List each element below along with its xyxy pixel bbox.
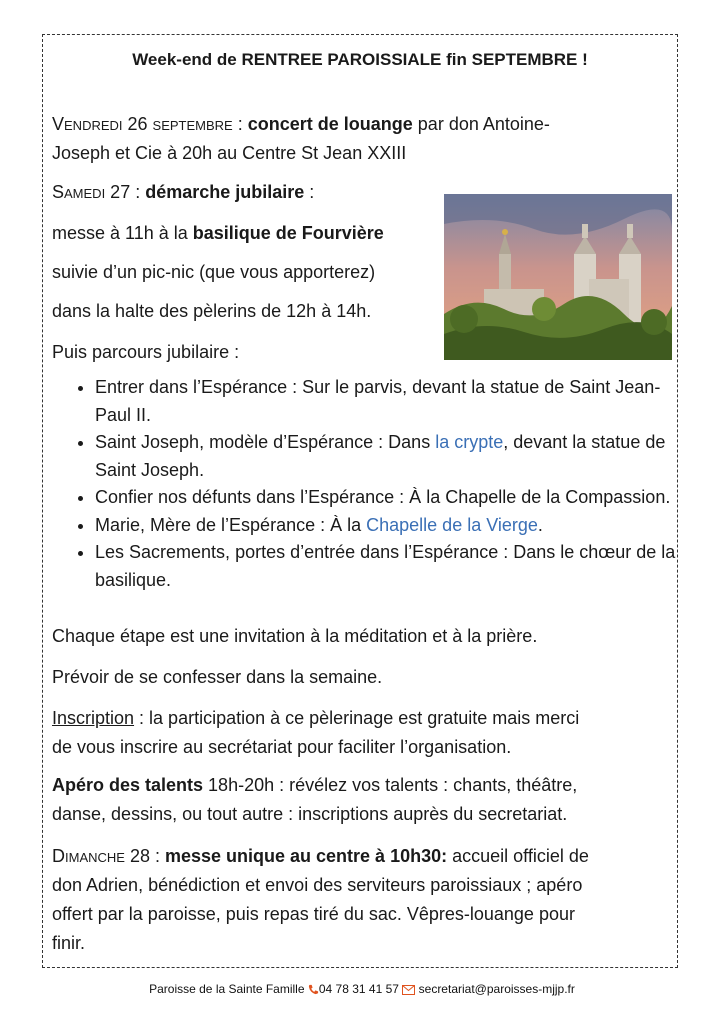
saturday-event: démarche jubilaire <box>145 182 305 202</box>
friday-paragraph: Vendredi 26 septembre : concert de louange par don Antoine- Joseph et Cie à 20h au Centre St Jean XXIII <box>52 114 550 163</box>
apero-label: Apéro des talents <box>52 775 204 795</box>
friday-event: concert de louange <box>247 114 413 134</box>
stations-list <box>52 374 695 594</box>
list-item: • Entrer dans l’Espérance : Sur le parvis, devant la statue de Saint Jean-Paul II. <box>95 374 695 429</box>
phone-number[interactable]: 04 78 31 41 57 <box>318 982 399 996</box>
basilica-photo <box>444 194 672 360</box>
route-intro: Puis parcours jubilaire : <box>52 342 240 362</box>
saturday-hall: dans la halte des pèlerins de 12h à 14h. <box>52 301 372 321</box>
sunday-day: Dimanche 28 <box>52 846 150 866</box>
basilica-name: basilique de Fourvière <box>192 223 384 243</box>
email-address[interactable]: secretariat@paroisses-mjjp.fr <box>418 982 575 996</box>
saturday-heading: Samedi 27 : démarche jubilaire : <box>52 182 315 202</box>
saturday-day: Samedi 27 <box>52 182 131 202</box>
inscription-paragraph: Inscription : la participation à ce pèlerinage est gratuite mais merci de vous inscrire au secrétariat pour faciliter l’organisation. <box>52 708 580 757</box>
list-item: • Saint Joseph, modèle d’Espérance : Dans la crypte, devant la statue de Saint Joseph. <box>95 429 695 484</box>
sunday-event: messe unique au centre à 10h30: <box>164 846 448 866</box>
crypte-link[interactable]: la crypte <box>435 432 504 452</box>
phone-icon <box>308 984 319 995</box>
meditation-text: Chaque étape est une invitation à la méditation et à la prière. <box>52 626 538 646</box>
parish-name: Paroisse de la Sainte Famille <box>149 982 305 996</box>
saturday-mass: messe à 11h à la basilique de Fourvière <box>52 223 384 243</box>
page-title: Week-end de RENTREE PAROISSIALE fin SEPTEMBRE ! <box>132 50 588 69</box>
friday-day: Vendredi 26 septembre <box>52 114 233 134</box>
chapelle-vierge-link[interactable]: Chapelle de la Vierge <box>366 514 538 535</box>
confession-text: Prévoir de se confesser dans la semaine. <box>52 667 383 687</box>
list-item: • Marie, Mère de l’Espérance : À la Chapelle de la Vierge. <box>95 512 695 540</box>
footer <box>0 982 724 996</box>
list-item: • Les Sacrements, portes d’entrée dans l’Espérance : Dans le chœur de la basilique. <box>95 539 695 594</box>
sunday-paragraph: Dimanche 28 : messe unique au centre à 10h30: accueil officiel de don Adrien, bénédiction et envoi des serviteurs paroissiaux ; apéro offert par la paroisse, puis repas tiré du sac. Vêpres-louange pour finir. <box>52 846 589 953</box>
saturday-picnic: suivie d’un pic-nic (que vous apporterez) <box>52 262 376 282</box>
list-item: • Confier nos défunts dans l’Espérance : À la Chapelle de la Compassion. <box>95 484 695 512</box>
envelope-icon <box>402 985 415 995</box>
inscription-label: Inscription <box>52 708 135 728</box>
apero-paragraph: Apéro des talents 18h-20h : révélez vos talents : chants, théâtre, danse, dessins, ou tout autre : inscriptions auprès du secretariat. <box>52 775 578 824</box>
